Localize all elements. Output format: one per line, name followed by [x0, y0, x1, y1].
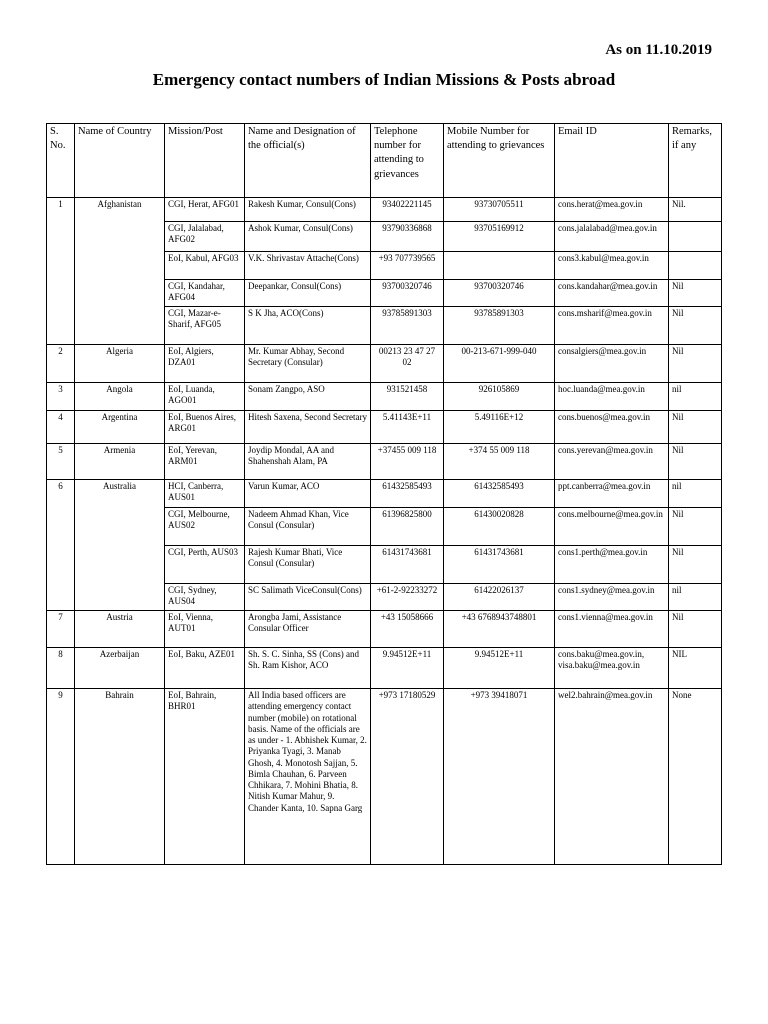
mission-cell: EoI, Bahrain, BHR01 [165, 689, 245, 865]
sno-cell: 5 [47, 444, 75, 480]
header-remarks: Remarks, if any [669, 124, 722, 198]
table-row [47, 411, 722, 444]
email-cell: hoc.luanda@mea.gov.in [555, 383, 669, 411]
remarks-cell: Nil [669, 508, 722, 546]
official-cell: Sonam Zangpo, ASO [245, 383, 371, 411]
sno-cell: 4 [47, 411, 75, 444]
contacts-table [46, 123, 722, 865]
official-cell: Mr. Kumar Abhay, Second Secretary (Consular) [245, 345, 371, 383]
telephone-cell: 61431743681 [371, 546, 444, 584]
telephone-cell: 61432585493 [371, 480, 444, 508]
official-cell: All India based officers are attending emergency contact number (mobile) on rotational basis. Name of the officials are as under - 1. Abhishek Kumar, 2. Priyanka Tyagi, 3. Manab Ghosh, 4. Monotosh Sajjan, 5. Bimla Chauhan, 6. Parveen Chhikara, 7. Mohini Bhatia, 8. Nitish Kumar Mahur, 9. Chander Kanta, 10. Sapna Garg [245, 689, 371, 865]
sno-cell: 3 [47, 383, 75, 411]
official-cell: Varun Kumar, ACO [245, 480, 371, 508]
country-cell: Argentina [75, 411, 165, 444]
telephone-cell: 61396825800 [371, 508, 444, 546]
mission-cell: EoI, Algiers, DZA01 [165, 345, 245, 383]
sno-cell: 7 [47, 611, 75, 648]
remarks-cell: Nil [669, 611, 722, 648]
sno-cell: 6 [47, 480, 75, 611]
telephone-cell: +43 15058666 [371, 611, 444, 648]
email-cell: cons.jalalabad@mea.gov.in [555, 222, 669, 252]
telephone-cell: +973 17180529 [371, 689, 444, 865]
mission-cell: CGI, Kandahar, AFG04 [165, 280, 245, 307]
remarks-cell: nil [669, 480, 722, 508]
official-cell: Deepankar, Consul(Cons) [245, 280, 371, 307]
email-cell: wel2.bahrain@mea.gov.in [555, 689, 669, 865]
header-mobile: Mobile Number for attending to grievances [444, 124, 555, 198]
header-mission: Mission/Post [165, 124, 245, 198]
country-cell: Austria [75, 611, 165, 648]
mobile-cell: +374 55 009 118 [444, 444, 555, 480]
remarks-cell: nil [669, 584, 722, 611]
mission-cell: CGI, Perth, AUS03 [165, 546, 245, 584]
email-cell: cons1.perth@mea.gov.in [555, 546, 669, 584]
mission-cell: CGI, Melbourne, AUS02 [165, 508, 245, 546]
telephone-cell: 93790336868 [371, 222, 444, 252]
remarks-cell: nil [669, 383, 722, 411]
telephone-cell: +93 707739565 [371, 252, 444, 280]
remarks-cell: NIL [669, 648, 722, 689]
sno-cell: 8 [47, 648, 75, 689]
country-cell: Angola [75, 383, 165, 411]
page-title: Emergency contact numbers of Indian Missions & Posts abroad [152, 70, 616, 89]
official-cell: Nadeem Ahmad Khan, Vice Consul (Consular) [245, 508, 371, 546]
mobile-cell: 61431743681 [444, 546, 555, 584]
remarks-cell: Nil [669, 444, 722, 480]
telephone-cell: 93785891303 [371, 307, 444, 345]
sno-cell: 2 [47, 345, 75, 383]
header-sno: S. No. [47, 124, 75, 198]
email-cell: cons.yerevan@mea.gov.in [555, 444, 669, 480]
table-row [47, 345, 722, 383]
mission-cell: CGI, Herat, AFG01 [165, 198, 245, 222]
mobile-cell: 93785891303 [444, 307, 555, 345]
remarks-cell: Nil [669, 345, 722, 383]
official-cell: V.K. Shrivastav Attache(Cons) [245, 252, 371, 280]
table-row [47, 689, 722, 865]
official-cell: Rakesh Kumar, Consul(Cons) [245, 198, 371, 222]
mobile-cell: 93730705511 [444, 198, 555, 222]
official-cell: Joydip Mondal, AA and Shahenshah Alam, PA [245, 444, 371, 480]
mobile-cell: 9.94512E+11 [444, 648, 555, 689]
table-row [47, 383, 722, 411]
remarks-cell: Nil [669, 280, 722, 307]
official-cell: Rajesh Kumar Bhati, Vice Consul (Consular) [245, 546, 371, 584]
mobile-cell: +43 6768943748801 [444, 611, 555, 648]
remarks-cell [669, 222, 722, 252]
mobile-cell: 926105869 [444, 383, 555, 411]
header-telephone: Telephone number for attending to grievances [371, 124, 444, 198]
mobile-cell: 61422026137 [444, 584, 555, 611]
mission-cell: HCI, Canberra, AUS01 [165, 480, 245, 508]
table-row [47, 444, 722, 480]
mobile-cell: 93705169912 [444, 222, 555, 252]
country-cell: Bahrain [75, 689, 165, 865]
mission-cell: CGI, Jalalabad, AFG02 [165, 222, 245, 252]
email-cell: cons.baku@mea.gov.in, visa.baku@mea.gov.in [555, 648, 669, 689]
remarks-cell: Nil. [669, 198, 722, 222]
official-cell: SC Salimath ViceConsul(Cons) [245, 584, 371, 611]
telephone-cell: 9.94512E+11 [371, 648, 444, 689]
remarks-cell: Nil [669, 307, 722, 345]
mission-cell: EoI, Kabul, AFG03 [165, 252, 245, 280]
table-row [47, 648, 722, 689]
country-cell: Afghanistan [75, 198, 165, 345]
email-cell: cons.melbourne@mea.gov.in [555, 508, 669, 546]
remarks-cell: Nil [669, 411, 722, 444]
country-cell: Azerbaijan [75, 648, 165, 689]
country-cell: Armenia [75, 444, 165, 480]
official-cell: Ashok Kumar, Consul(Cons) [245, 222, 371, 252]
mission-cell: CGI, Sydney, AUS04 [165, 584, 245, 611]
email-cell: cons.msharif@mea.gov.in [555, 307, 669, 345]
mobile-cell [444, 252, 555, 280]
mobile-cell: 61430020828 [444, 508, 555, 546]
telephone-cell: +37455 009 118 [371, 444, 444, 480]
header-official: Name and Designation of the official(s) [245, 124, 371, 198]
sno-cell: 1 [47, 198, 75, 345]
mission-cell: CGI, Mazar-e-Sharif, AFG05 [165, 307, 245, 345]
mission-cell: EoI, Yerevan, ARM01 [165, 444, 245, 480]
remarks-cell [669, 252, 722, 280]
mission-cell: EoI, Luanda, AGO01 [165, 383, 245, 411]
table-row [47, 480, 722, 508]
table-row [47, 198, 722, 222]
remarks-cell: None [669, 689, 722, 865]
email-cell: cons1.sydney@mea.gov.in [555, 584, 669, 611]
mobile-cell: +973 39418071 [444, 689, 555, 865]
remarks-cell: Nil [669, 546, 722, 584]
official-cell: Hitesh Saxena, Second Secretary [245, 411, 371, 444]
table-row [47, 611, 722, 648]
official-cell: S K Jha, ACO(Cons) [245, 307, 371, 345]
email-cell: cons.kandahar@mea.gov.in [555, 280, 669, 307]
email-cell: ppt.canberra@mea.gov.in [555, 480, 669, 508]
mission-cell: EoI, Buenos Aires, ARG01 [165, 411, 245, 444]
mission-cell: EoI, Baku, AZE01 [165, 648, 245, 689]
official-cell: Arongba Jami, Assistance Consular Officer [245, 611, 371, 648]
header-row [47, 124, 722, 198]
telephone-cell: +61-2-92233272 [371, 584, 444, 611]
official-cell: Sh. S. C. Sinha, SS (Cons) and Sh. Ram Kishor, ACO [245, 648, 371, 689]
email-cell: cons1.vienna@mea.gov.in [555, 611, 669, 648]
email-cell: consalgiers@mea.gov.in [555, 345, 669, 383]
country-cell: Australia [75, 480, 165, 611]
mobile-cell: 61432585493 [444, 480, 555, 508]
header-email: Email ID [555, 124, 669, 198]
header-country: Name of Country [75, 124, 165, 198]
email-cell: cons3.kabul@mea.gov.in [555, 252, 669, 280]
sno-cell: 9 [47, 689, 75, 865]
telephone-cell: 93700320746 [371, 280, 444, 307]
telephone-cell: 5.41143E+11 [371, 411, 444, 444]
telephone-cell: 93402221145 [371, 198, 444, 222]
telephone-cell: 00213 23 47 27 02 [371, 345, 444, 383]
mobile-cell: 00-213-671-999-040 [444, 345, 555, 383]
mobile-cell: 5.49116E+12 [444, 411, 555, 444]
mission-cell: EoI, Vienna, AUT01 [165, 611, 245, 648]
email-cell: cons.herat@mea.gov.in [555, 198, 669, 222]
email-cell: cons.buenos@mea.gov.in [555, 411, 669, 444]
mobile-cell: 93700320746 [444, 280, 555, 307]
telephone-cell: 931521458 [371, 383, 444, 411]
as-on-date: As on 11.10.2019 [605, 42, 712, 58]
country-cell: Algeria [75, 345, 165, 383]
